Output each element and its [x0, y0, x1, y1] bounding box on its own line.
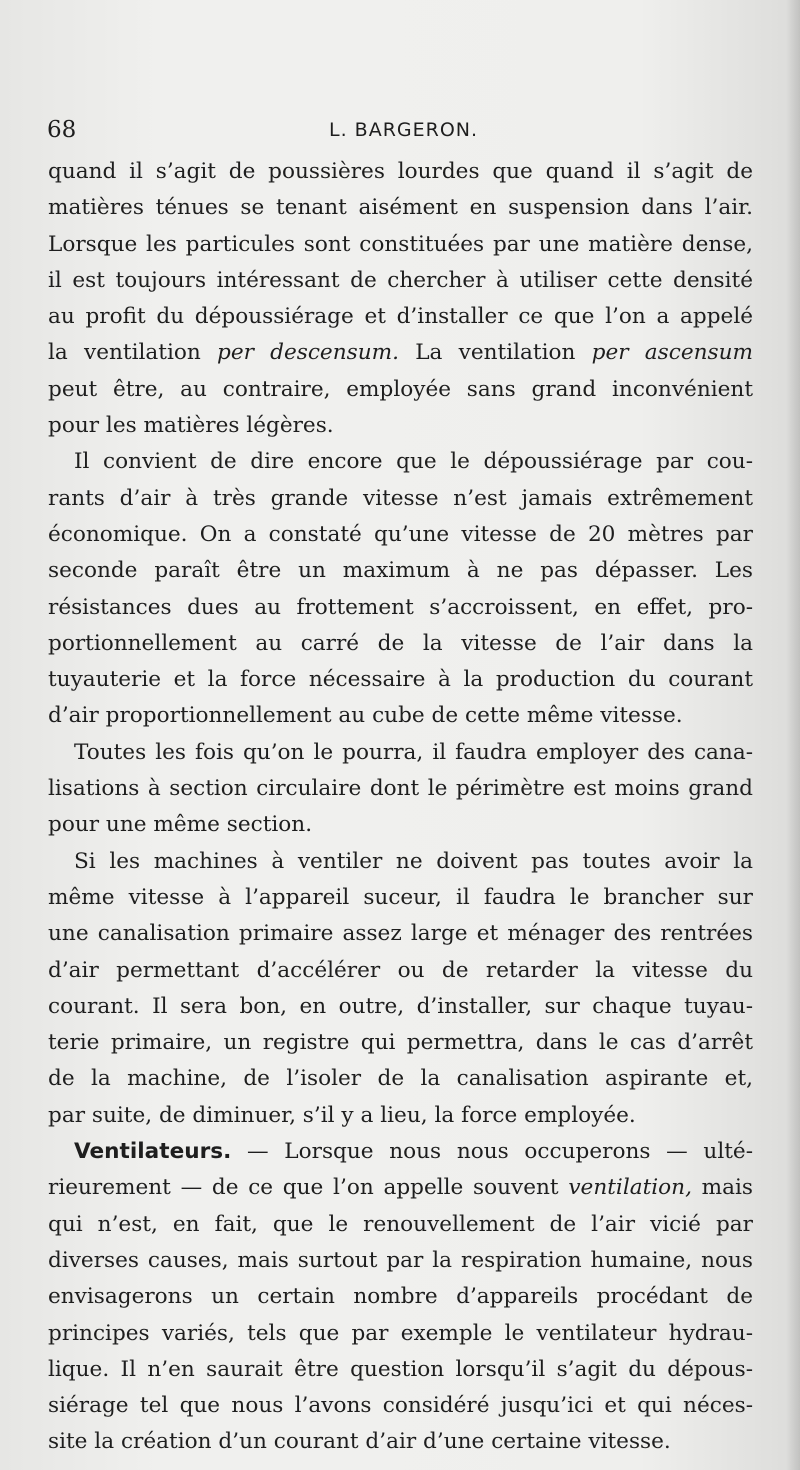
text-line: principes variés, tels que par exemple le ventilateur hydrau-	[48, 1320, 753, 1346]
text-line: par suite, de diminuer, s’il y a lieu, la force employée.	[48, 1102, 636, 1128]
text-line: pour une même section.	[48, 812, 313, 838]
text-line: économique. On a constaté qu’une vitesse de 20 mètres par	[48, 521, 753, 547]
text-line: qui n’est, en fait, que le renouvellement de l’air vicié par	[48, 1211, 753, 1237]
text-line: il est toujours intéressant de chercher à utiliser cette densité	[48, 267, 753, 293]
text-line: courant. Il sera bon, en outre, d’installer, sur chaque tuyau-	[48, 993, 753, 1019]
italic-term: ventilation,	[568, 1175, 692, 1201]
text-line: siérage tel que nous l’avons considéré jusqu’ici et qui néces-	[48, 1393, 753, 1419]
text-line: résistances dues au frottement s’accroissent, en effet, pro-	[48, 594, 753, 620]
text-line: Toutes les fois qu’on le pourra, il faudra employer des cana-	[74, 739, 753, 765]
page-header	[47, 117, 747, 147]
text-line: peut être, au contraire, employée sans grand inconvénient	[48, 376, 753, 402]
body-text	[48, 154, 753, 1461]
text-line: lisations à section circulaire dont le périmètre est moins grand	[48, 776, 753, 802]
text-line: d’air proportionnellement au cube de cette même vitesse.	[48, 703, 683, 729]
text-segment: mais	[691, 1175, 754, 1201]
text-line: même vitesse à l’appareil suceur, il faudra le brancher sur	[48, 884, 753, 910]
text-line: diverses causes, mais surtout par la respiration humaine, nous	[48, 1247, 753, 1273]
italic-term: per descensum.	[217, 340, 399, 366]
text-line: tuyauterie et la force nécessaire à la production du courant	[48, 667, 753, 693]
text-line: matières ténues se tenant aisément en suspension dans l’air.	[48, 195, 753, 221]
text-segment: la ventilation	[48, 340, 217, 366]
text-line: Si les machines à ventiler ne doivent pas toutes avoir la	[74, 848, 753, 874]
text-line: rants d’air à très grande vitesse n’est jamais extrêmement	[48, 485, 753, 511]
text-segment: La ventilation	[398, 340, 592, 366]
text-segment: rieurement — de ce que l’on appelle souvent	[48, 1175, 569, 1201]
text-line	[48, 335, 753, 371]
page-number: 68	[47, 117, 77, 143]
page-edge-shadow	[786, 0, 800, 1470]
text-line	[48, 1170, 753, 1206]
text-line: au profit du dépoussiérage et d’installer ce que l’on a appelé	[48, 304, 753, 330]
text-line: Il convient de dire encore que le dépoussiérage par cou-	[74, 449, 753, 475]
text-line: lique. Il n’en saurait être question lorsqu’il s’agit du dépous-	[48, 1356, 753, 1382]
text-line: pour les matières légères.	[48, 413, 334, 439]
text-line: d’air permettant d’accélérer ou de retarder la vitesse du	[48, 957, 753, 983]
text-line: Lorsque les particules sont constituées par une matière dense,	[48, 231, 753, 257]
text-line: portionnellement au carré de la vitesse de l’air dans la	[48, 630, 753, 656]
text-line: envisagerons un certain nombre d’appareils procédant de	[48, 1284, 753, 1310]
section-heading: Ventilateurs.	[74, 1139, 232, 1165]
text-line	[48, 1134, 753, 1170]
text-line: site la création d’un courant d’air d’une certaine vitesse.	[48, 1429, 671, 1455]
text-line: quand il s’agit de poussières lourdes que quand il s’agit de	[48, 159, 753, 184]
italic-term: per ascensum	[591, 340, 753, 366]
text-segment: — Lorsque nous nous occuperons — ulté-	[231, 1139, 753, 1165]
text-line: une canalisation primaire assez large et ménager des rentrées	[48, 921, 753, 947]
text-line: de la machine, de l’isoler de la canalisation aspirante et,	[48, 1066, 753, 1092]
running-head: L. BARGERON.	[329, 119, 479, 141]
text-line: seconde paraît être un maximum à ne pas dépasser. Les	[48, 558, 753, 584]
text-line: terie primaire, un registre qui permettra, dans le cas d’arrêt	[48, 1030, 753, 1056]
